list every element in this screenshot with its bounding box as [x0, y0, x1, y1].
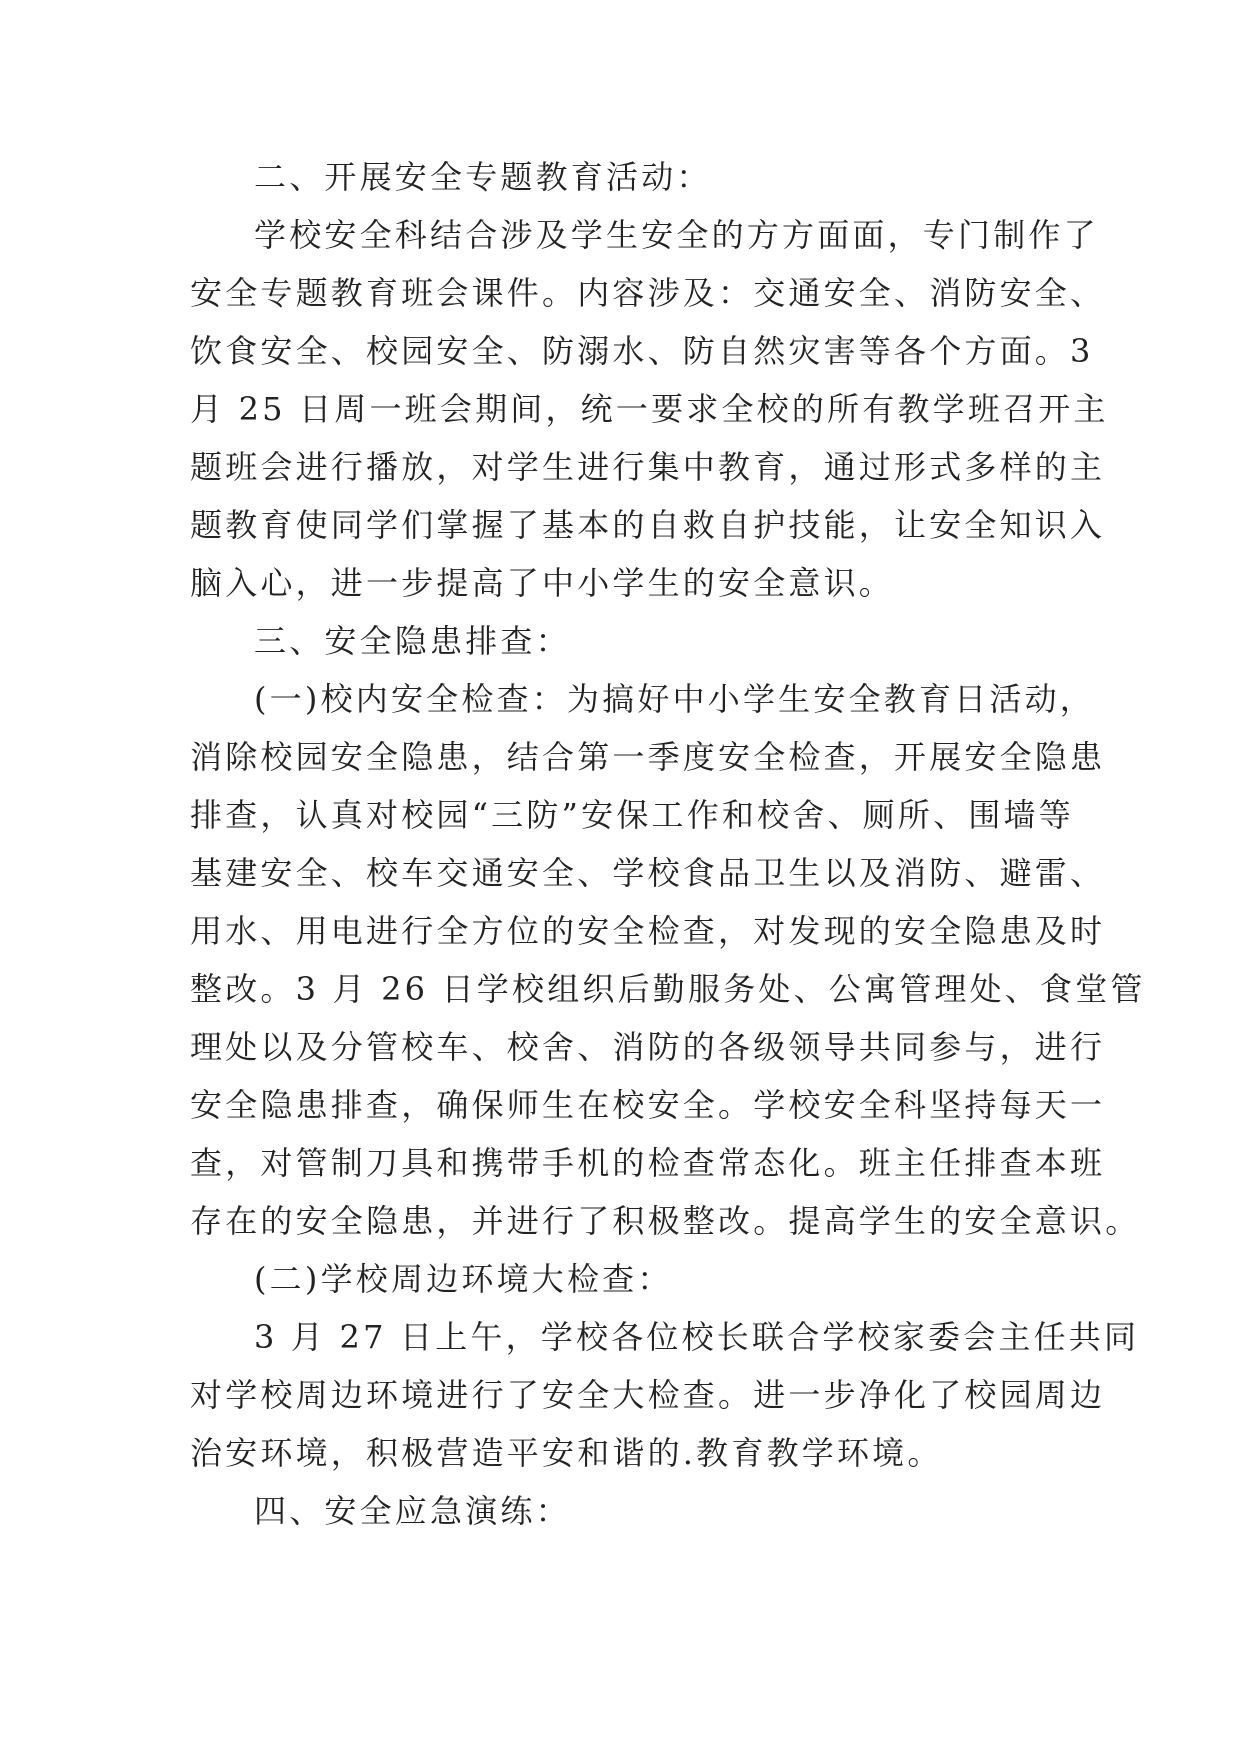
- subsection-heading-2: (二)学校周边环境大检查：: [254, 1260, 673, 1298]
- paragraph-line: 安全隐患排查，确保师生在校安全。学校安全科坚持每天一: [190, 1086, 1106, 1124]
- paragraph-line: 脑入心，进一步提高了中小学生的安全意识。: [190, 564, 895, 602]
- subsection-heading-1: (一)校内安全检查：为搞好中小学生安全教育日活动，: [254, 680, 1095, 718]
- section-heading-3: 三、安全隐患排查：: [254, 622, 571, 660]
- paragraph-line: 整改。3 月 26 日学校组织后勤服务处、公寓管理处、食堂管: [190, 970, 1146, 1008]
- paragraph-line: 题教育使同学们掌握了基本的自救自护技能，让安全知识入: [190, 506, 1106, 544]
- paragraph-line: 查，对管制刀具和携带手机的检查常态化。班主任排查本班: [190, 1144, 1106, 1182]
- paragraph-line: 基建安全、校车交通安全、学校食品卫生以及消防、避雷、: [190, 854, 1106, 892]
- paragraph-line: 存在的安全隐患，并进行了积极整改。提高学生的安全意识。: [190, 1202, 1141, 1240]
- paragraph-line: 治安环境，积极营造平安和谐的.教育教学环境。: [190, 1434, 943, 1472]
- paragraph-line: 理处以及分管校车、校舍、消防的各级领导共同参与，进行: [190, 1028, 1106, 1066]
- paragraph-line: 饮食安全、校园安全、防溺水、防自然灾害等各个方面。3: [190, 332, 1094, 370]
- section-heading-2: 二、开展安全专题教育活动：: [254, 158, 712, 196]
- paragraph-line: 对学校周边环境进行了安全大检查。进一步净化了校园周边: [190, 1376, 1106, 1414]
- paragraph-line: 用水、用电进行全方位的安全检查，对发现的安全隐患及时: [190, 912, 1106, 950]
- paragraph-line: 排查，认真对校园“三防”安保工作和校舍、厕所、围墙等: [190, 796, 1074, 834]
- paragraph-line: 题班会进行播放，对学生进行集中教育，通过形式多样的主: [190, 448, 1106, 486]
- paragraph-line: 月 25 日周一班会期间，统一要求全校的所有教学班召开主: [190, 390, 1109, 428]
- paragraph-line: 3 月 27 日上午，学校各位校长联合学校家委会主任共同: [254, 1318, 1140, 1356]
- paragraph-line: 学校安全科结合涉及学生安全的方方面面，专门制作了: [254, 216, 1099, 254]
- paragraph-line: 安全专题教育班会课件。内容涉及：交通安全、消防安全、: [190, 274, 1106, 312]
- document-body: [190, 148, 1146, 1540]
- paragraph-line: 消除校园安全隐患，结合第一季度安全检查，开展安全隐患: [190, 738, 1106, 776]
- section-heading-4: 四、安全应急演练：: [254, 1492, 571, 1530]
